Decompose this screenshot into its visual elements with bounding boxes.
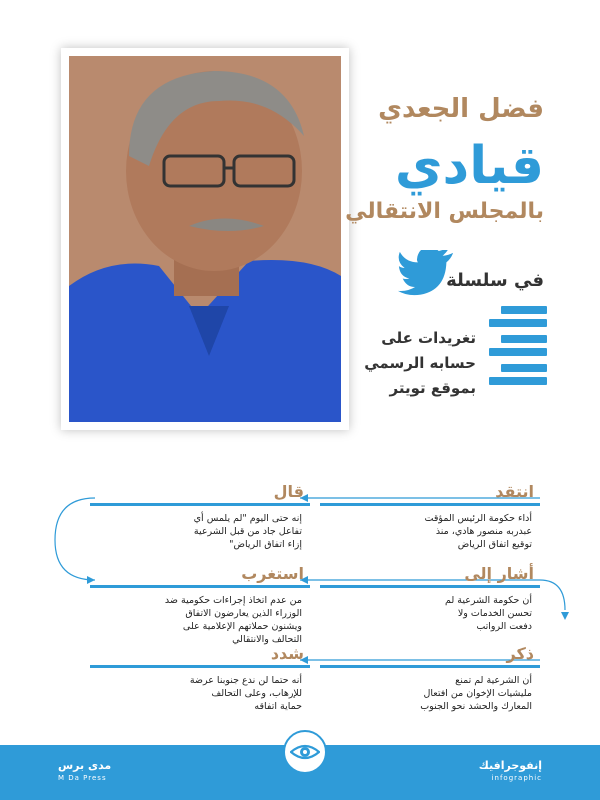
series-label: في سلسلة <box>446 270 544 291</box>
text-line: الوزراء الذين يعارضون الاتفاق <box>185 608 302 619</box>
text-line: إنه حتى اليوم "لم يلمس أي <box>193 513 302 524</box>
infographic-logo <box>479 760 542 784</box>
bar <box>501 306 547 314</box>
timeline-item <box>90 482 310 551</box>
portrait-photo <box>69 56 341 422</box>
text-line: للإرهاب، وعلى التحالف <box>211 688 302 699</box>
text-line: توقيع اتفاق الرياض <box>457 539 532 550</box>
timeline-item <box>320 564 540 633</box>
timeline-item-title: شدد <box>270 644 304 663</box>
timeline-item-underline <box>90 585 310 588</box>
text-line: من عدم اتخاذ إجراءات حكومية ضد <box>164 595 302 606</box>
bar <box>501 335 547 343</box>
timeline-item-title: انتقد <box>495 482 534 501</box>
timeline-item-text <box>90 674 310 713</box>
timeline <box>0 470 600 740</box>
timeline-item-text <box>320 512 540 551</box>
timeline-item-underline <box>90 665 310 668</box>
timeline-item-title: أشار إلى <box>464 564 534 583</box>
tweet-line: بموقع تويتر <box>389 379 476 397</box>
person-role: قيادي <box>394 136 544 196</box>
text-line: حماية اتفاقه <box>254 701 302 712</box>
timeline-item-title: قال <box>273 482 304 501</box>
infographic-brand: إنفوجرافيك <box>478 759 542 772</box>
tweet-line: تغريدات على <box>381 329 476 347</box>
timeline-item-title: ذكر <box>506 644 534 663</box>
text-line: إزاء اتفاق الرياض" <box>229 539 302 550</box>
timeline-item <box>90 644 310 713</box>
timeline-item-underline <box>320 585 540 588</box>
bar <box>489 377 547 385</box>
timeline-item <box>320 644 540 713</box>
bar <box>489 319 547 327</box>
timeline-item <box>320 482 540 551</box>
portrait-frame <box>61 48 349 430</box>
text-line: ويشنون حملاتهم الإعلامية على <box>182 621 302 632</box>
bar <box>501 364 547 372</box>
text-line: أن الشرعية لم تمنع <box>455 675 532 686</box>
text-line: دفعت الرواتب <box>476 621 532 632</box>
list-bars-icon <box>489 306 547 390</box>
timeline-item-text <box>90 594 310 646</box>
timeline-item-underline <box>320 503 540 506</box>
infographic-sub: infographic <box>491 774 542 782</box>
text-line: تحسن الخدمات ولا <box>457 608 532 619</box>
tweet-line: حسابه الرسمي <box>364 354 476 372</box>
text-line: مليشيات الإخوان من افتعال <box>423 688 532 699</box>
timeline-item-underline <box>320 665 540 668</box>
madapress-logo <box>58 760 111 784</box>
text-line: التحالف والانتقالي <box>232 634 302 645</box>
bar <box>489 348 547 356</box>
timeline-item <box>90 564 310 646</box>
text-line: أنه حتما لن ندع جنوبنا عرضة <box>189 675 302 686</box>
text-line: عبدربه منصور هادي، منذ <box>435 526 532 537</box>
tweet-description <box>326 326 476 401</box>
timeline-item-text <box>320 594 540 633</box>
text-line: تفاعل جاد من قبل الشرعية <box>193 526 302 537</box>
text-line: أن حكومة الشرعية لم <box>445 595 532 606</box>
person-name: فضل الجعدي <box>378 94 544 124</box>
timeline-item-text <box>90 512 310 551</box>
timeline-item-title: استغرب <box>241 564 304 583</box>
council-label: بالمجلس الانتقالي <box>345 199 544 224</box>
madapress-sub: M Da Press <box>58 774 107 782</box>
timeline-item-text <box>320 674 540 713</box>
eye-icon <box>283 730 327 774</box>
madapress-brand: مدى برس <box>58 759 112 772</box>
text-line: أداء حكومة الرئيس المؤقت <box>424 513 532 524</box>
timeline-item-underline <box>90 503 310 506</box>
text-line: المعارك والحشد نحو الجنوب <box>420 701 532 712</box>
